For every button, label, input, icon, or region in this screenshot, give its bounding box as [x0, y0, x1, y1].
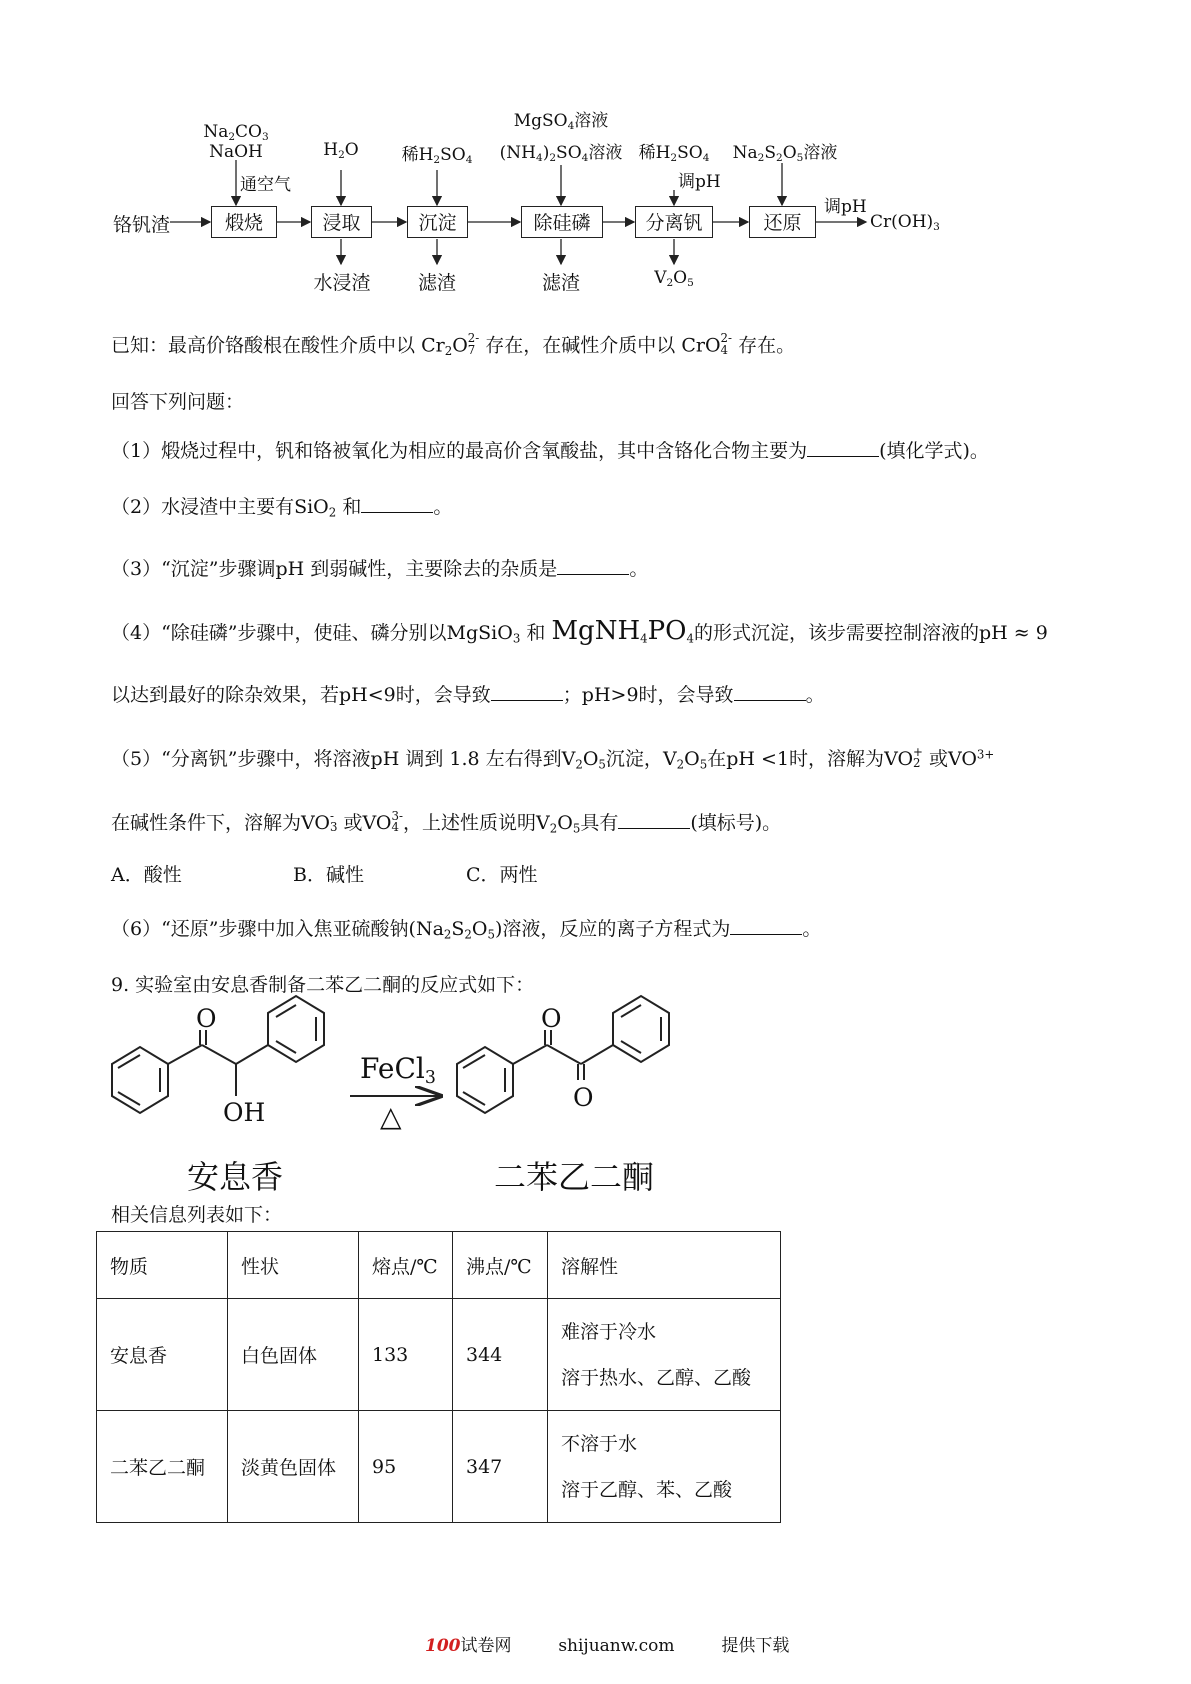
output-v2o5: $V_2O_5$: [654, 268, 694, 290]
input-na2s2o5: $Na_2S_2O_5$溶液: [732, 143, 838, 165]
output-filter-residue-2: 滤渣: [541, 272, 580, 294]
step-leach: 浸取: [311, 206, 372, 238]
flow-start-label: 铬钒渣: [113, 214, 171, 236]
table-row: [97, 1299, 781, 1411]
question-5-line-2: 在碱性条件下，溶解为VO- 3 或VO3- 4 ，上述性质说明$V_2O_5$具有 (填标号)。: [111, 808, 782, 836]
input-adjust-ph-2: 调pH: [824, 197, 867, 217]
step-precipitate: 沉淀: [407, 206, 468, 238]
reagent-fecl3: FeCl$_3$: [360, 1052, 436, 1089]
option-c: C．两性: [466, 864, 538, 886]
input-naoh: NaOH: [209, 142, 263, 162]
question-2: （2）水浸渣中主要有SiO$_2$ 和 。: [111, 496, 453, 520]
footer-note: 提供下载: [721, 1636, 790, 1656]
step-reduce: 还原: [749, 206, 816, 238]
cell-mp: 95: [359, 1411, 453, 1523]
flow-end-label: $Cr(OH)_3$: [870, 212, 940, 234]
table-header-row: [97, 1232, 781, 1299]
cell-solubility: 不溶于水 溶于乙醇、苯、乙酸: [548, 1411, 781, 1523]
question-5-line-1: （5）“分离钒”步骤中，将溶液pH 调到 1.8 左右得到$V_2O_5$沉淀，$V_2O_5$在pH <1时，溶解为VO+ 2 或$VO^{3+}$: [111, 744, 995, 772]
output-water-residue: 水浸渣: [313, 272, 371, 294]
question-9-title: 9. 实验室由安息香制备二苯乙二酮的反应式如下：: [111, 974, 535, 996]
table-intro: 相关信息列表如下：: [111, 1204, 283, 1226]
input-water: $H_2O$: [323, 140, 359, 162]
carbonyl-o-label-3: O: [573, 1083, 594, 1112]
header-appearance: 性状: [228, 1232, 359, 1299]
footer-brand: 试卷网: [460, 1636, 512, 1656]
question-4-line-2: 以达到最好的除杂效果，若pH<9时，会导致 ；pH>9时，会导致 。: [111, 684, 825, 706]
header-solubility: 溶解性: [548, 1232, 781, 1299]
cell-solubility: 难溶于冷水 溶于热水、乙醇、乙酸: [548, 1299, 781, 1411]
option-b: B．碱性: [293, 864, 364, 886]
header-boiling-point: 沸点/℃: [453, 1232, 548, 1299]
output-filter-residue-1: 滤渣: [417, 272, 456, 294]
answer-prompt: 回答下列问题：: [111, 391, 245, 413]
heat-condition: △: [380, 1100, 402, 1133]
input-nh4so4: $(NH_4)_2SO_4$溶液: [499, 143, 623, 165]
question-6: （6）“还原”步骤中加入焦亚硫酸钠$(Na_2S_2O_5)$溶液，反应的离子方程式为 。: [111, 918, 822, 942]
question-1: （1）煅烧过程中，钒和铬被氧化为相应的最高价含氧酸盐，其中含铬化合物主要为 (填化学式)。: [111, 440, 989, 462]
header-substance: 物质: [97, 1232, 228, 1299]
known-statement: 已知：最高价铬酸根在酸性介质中以 $Cr_2O2-$ 7 存在，在碱性介质中以 CrO2- 4 存在。: [111, 331, 796, 358]
reactant-name: 安息香: [187, 1158, 284, 1196]
footer-logo: 100: [425, 1636, 461, 1656]
input-air: 通空气: [240, 175, 291, 195]
hydroxyl-label: OH: [223, 1098, 266, 1127]
input-na2co3: $Na_2CO_3$: [203, 122, 269, 144]
input-mgso4: MgSO$_4$溶液: [513, 111, 609, 133]
question-3: （3）“沉淀”步骤调pH 到弱碱性，主要除去的杂质是 。: [111, 558, 649, 580]
header-melting-point: 熔点/℃: [359, 1232, 453, 1299]
cell-name: 安息香: [97, 1299, 228, 1411]
step-remove-si-p: 除硅磷: [521, 206, 603, 238]
cell-bp: 347: [453, 1411, 548, 1523]
carbonyl-o-label: O: [196, 1004, 217, 1033]
table-row: [97, 1411, 781, 1523]
cell-bp: 344: [453, 1299, 548, 1411]
cell-mp: 133: [359, 1299, 453, 1411]
step-separate-v: 分离钒: [635, 206, 713, 238]
property-table: [96, 1231, 781, 1523]
cell-name: 二苯乙二酮: [97, 1411, 228, 1523]
option-a: A．酸性: [111, 864, 182, 886]
input-adjust-ph: 调pH: [678, 172, 721, 192]
step-calcine: 煅烧: [211, 206, 277, 238]
question-4-line-1: （4）“除硅磷”步骤中，使硅、磷分别以MgSiO$_3$ 和 $MgNH_4PO_4$的形式沉淀，该步需要控制溶液的pH ≈ 9: [111, 616, 1048, 646]
input-dilute-h2so4: 稀$H_2SO_4$: [401, 145, 473, 167]
product-name: 二苯乙二酮: [494, 1158, 655, 1196]
input-dilute-h2so4-2: 稀$H_2SO_4$: [638, 143, 710, 165]
footer: [425, 1631, 789, 1656]
cell-state: 淡黄色固体: [228, 1411, 359, 1523]
footer-site[interactable]: shijuanw.com: [558, 1636, 675, 1656]
carbonyl-o-label-2: O: [541, 1004, 562, 1033]
cell-state: 白色固体: [228, 1299, 359, 1411]
